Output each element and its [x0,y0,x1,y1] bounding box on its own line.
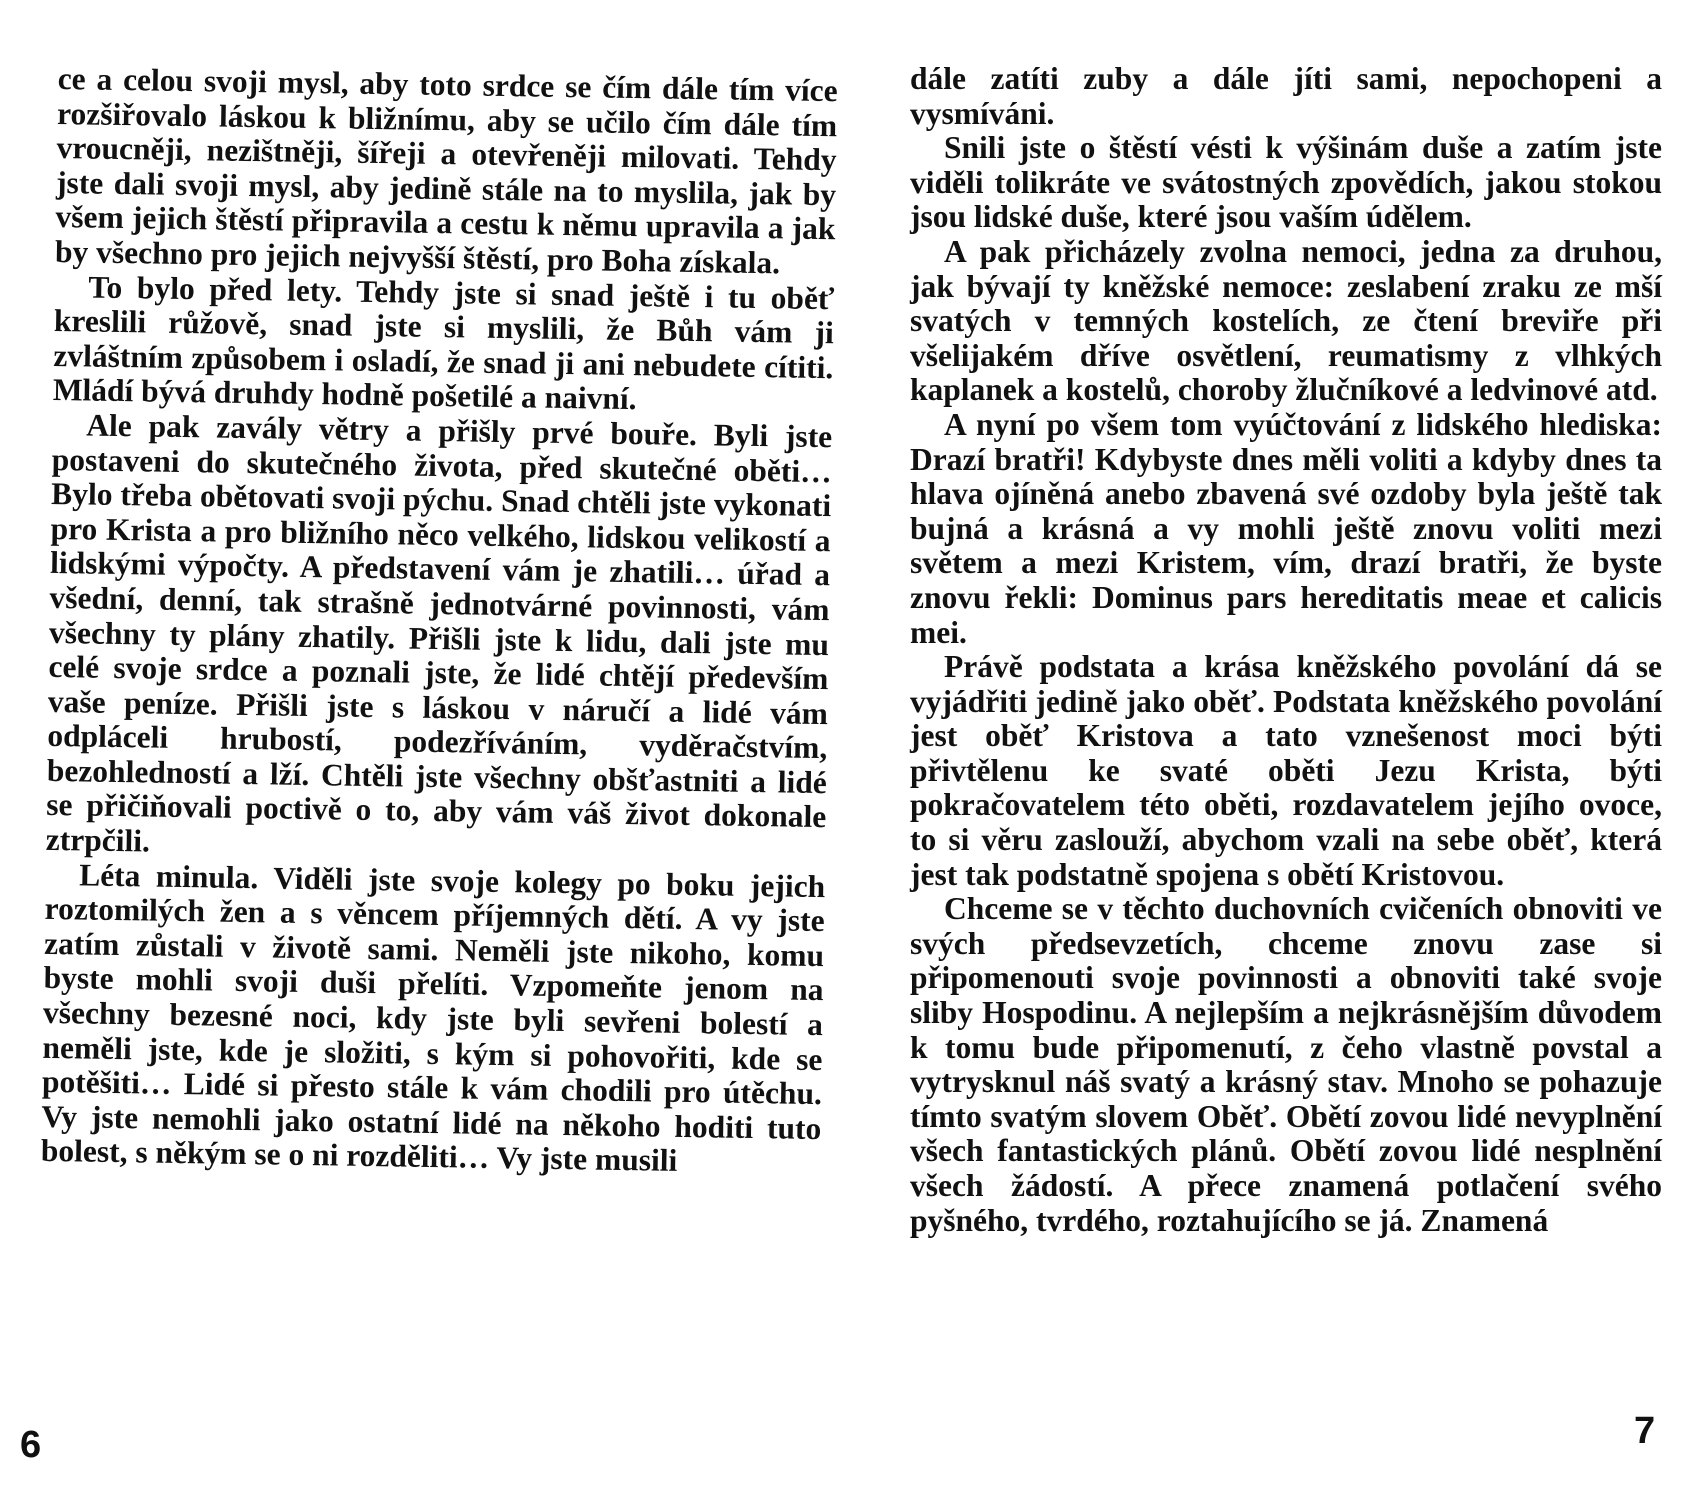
page-number-right: 7 [1634,1410,1656,1452]
left-page-text [41,62,838,1181]
right-paragraph-1: dále zatíti zuby a dále jíti sami, nepochopeni a vysmíváni. [910,61,1662,131]
left-paragraph-4: Léta minula. Viděli jste svoje kolegy po boku jejich roztomilých žen a s věncem příjemných dětí. A vy jste zatím zůstali v životě sami. Neměli jste nikoho, komu byste mohli svoji duši přelíti. Vzpomeňte jenom na všechny bezesné noci, kdy jste byli sevřeni bolestí a neměli jste, kde je složiti, s kým si pohovořiti, kde se potěšiti… Lidé si přesto stále k vám chodili pro útěchu. Vy jste nemohli jako ostatní lidé na někoho hoditi tuto bolest, s někým se o ni rozděliti… Vy jste musili [40,857,826,1179]
left-paragraph-1: ce a celou svoji mysl, aby toto srdce se čím dále tím více rozšiřovalo láskou k bližnímu, aby se učilo čím dále tím vroucněji, nezištněji, šířeji a otevřeněji milovati. Tehdy jste dali svoji mysl, aby jedině stále na to myslila, jak by všem jejich štěstí připravila a cestu k němu upravila a jak by všechno pro jejich nejvyšší štěstí, pro Boha získala. [54,61,838,281]
left-paragraph-2: To bylo před lety. Tehdy jste si snad ještě i tu oběť kreslili růžově, snad jste si myslili, že Bůh vám ji zvláštním způsobem i osladí, že snad ji ani nebudete cítiti. Mládí bývá druhdy hodně pošetilé a naivní. [52,269,835,417]
right-paragraph-2: Snili jste o štěstí vésti k výšinám duše a zatím jste viděli tolikráte ve svátostných zpovědích, jakou stokou jsou lidské duše, které jsou vaším údělem. [910,130,1662,235]
right-paragraph-6: Chceme se v těchto duchovních cvičeních obnoviti ve svých předsevzetích, chceme znovu zase si připomenouti svoje povinnosti a obnoviti také svoje sliby Hospodinu. A nejlepším a nejkrásnějším důvodem k tomu bude připomenutí, z čeho vlastně povstal a vytrysknul náš svatý a krásný stav. Mnoho se pohazuje tímto svatým slovem Oběť. Obětí zovou lidé nevyplnění všech fantastických plánů. Obětí zovou lidé nesplnění všech žádostí. A přece znamená potlačení svého pyšného, tvrdého, roztahujícího se já. Znamená [910,891,1662,1238]
right-paragraph-3: A pak přicházely zvolna nemoci, jedna za druhou, jak bývají ty kněžské nemoce: zeslabení zraku ze mší svatých v temných kostelích, ze čtení breviře při všelijakém dříve osvětlení, reumatismy z vlhkých kaplanek a kostelů, choroby žlučníkové a ledvinové atd. [910,233,1662,408]
right-paragraph-5: Právě podstata a krása kněžského povolání dá se vyjádřiti jedině jako oběť. Podstata kněžského povolání jest oběť Kristova a tato vznešenost moci býti přivtělenu ke svaté oběti Jezu Krista, býti pokračovatelem této oběti, rozdavatelem jejího ovoce, to si věru zaslouží, abychom vzali na sebe oběť, která jest tak podstatně spojena s obětí Kristovou. [910,649,1662,892]
right-page-text [910,62,1662,1238]
page-number-left: 6 [20,1424,42,1466]
right-paragraph-4: A nyní po všem tom vyúčtování z lidského hlediska: Drazí bratři! Kdybyste dnes měli voliti a kdyby dnes ta hlava ojíněná anebo zbavená své ozdoby byla ještě tak bujná a krásná a vy mohli ještě znovu voliti mezi světem a mezi Kristem, vím, drazí bratři, že byste znovu řekli: Dominus pars hereditatis meae et calicis mei. [910,406,1662,650]
left-paragraph-3: Ale pak zavály větry a přišly prvé bouře. Byli jste postaveni do skutečného života, před skutečné oběti… Bylo třeba obětovati svoji pýchu. Snad chtěli jste vykonati pro Krista a pro bližního něco velkého, lidskou velikostí a lidskými výpočty. A představení vám je zhatili… úřad a všední, denní, tak strašně jednotvárné povinnosti, vám všechny ty plány zhatily. Přišli jste k lidu, dali jste mu celé svoje srdce a poznali jste, že lidé chtějí především vaše peníze. Přišli jste s láskou v náručí a lidé vám odpláceli hrubostí, podezříváním, vyděračstvím, bezohledností a lží. Chtěli jste všechny obšťastniti a lidé se přičiňovali poctivě o to, aby vám váš život dokonale ztrpčili. [45,407,833,859]
